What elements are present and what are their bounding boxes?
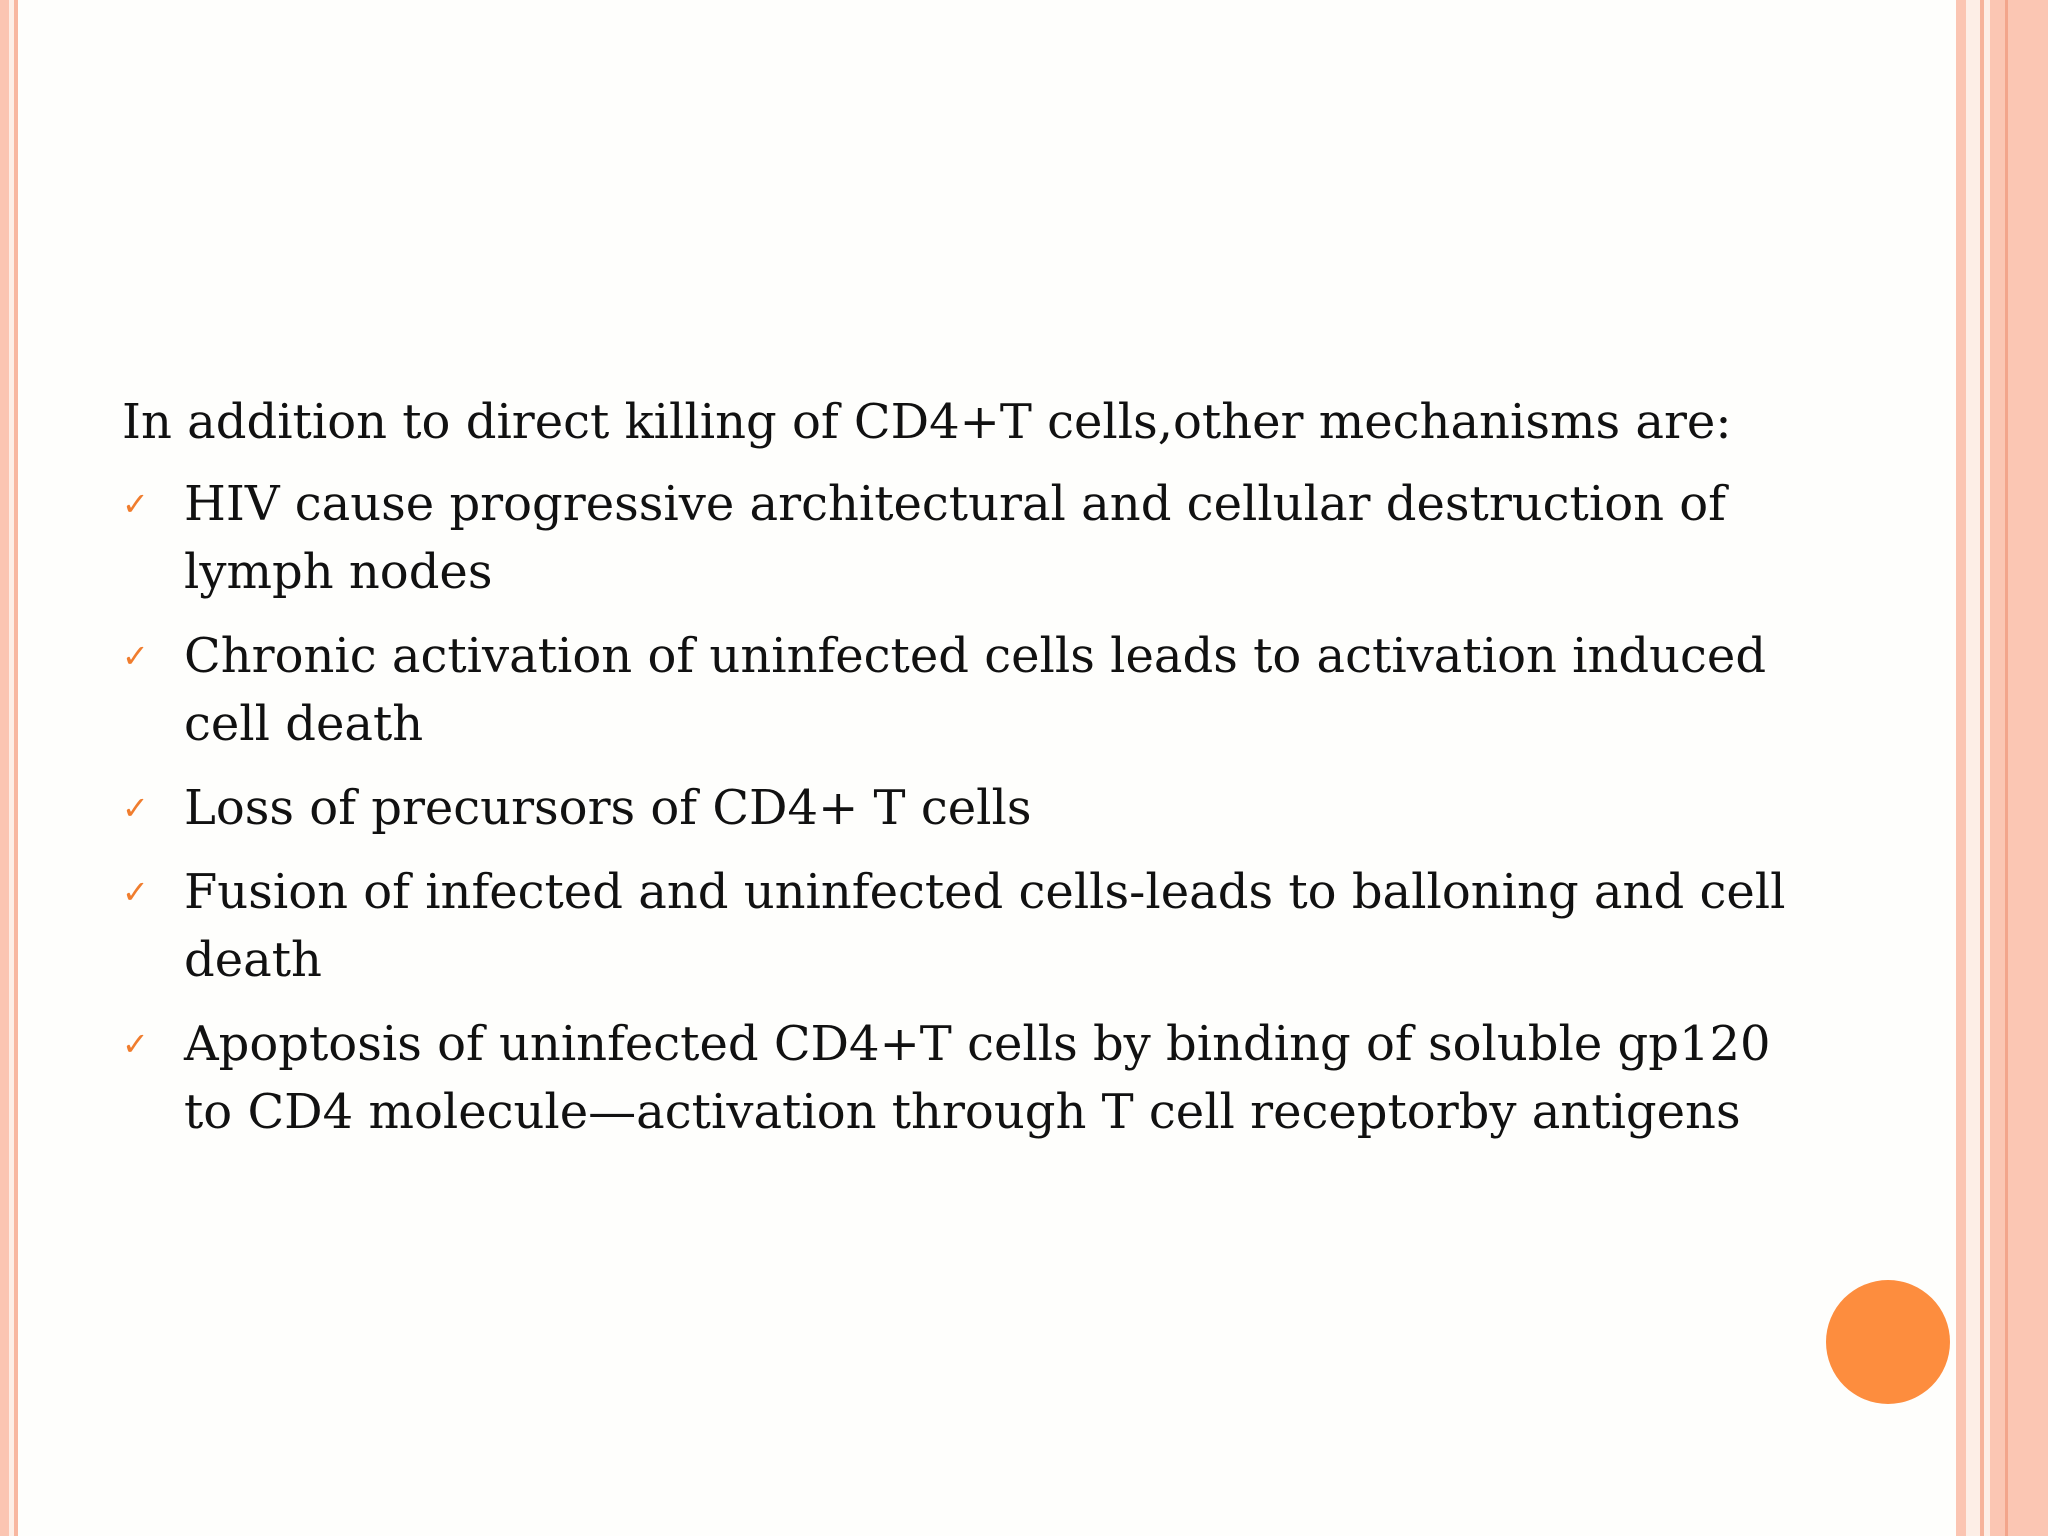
- left-border-thick: [0, 0, 9, 1536]
- check-icon: ✓: [122, 485, 149, 523]
- left-border-thin: [14, 0, 18, 1536]
- bullet-list: [122, 470, 1822, 1146]
- bullet-item: [122, 470, 1822, 606]
- check-icon: ✓: [122, 873, 149, 911]
- check-icon: ✓: [122, 789, 149, 827]
- bullet-text: Chronic activation of uninfected cells leads to activation induced cell death: [184, 628, 1767, 752]
- right-border-line: [1990, 0, 2048, 1536]
- right-border-line: [2005, 0, 2008, 1536]
- right-border-line: [1956, 0, 1966, 1536]
- check-icon: ✓: [122, 1025, 149, 1063]
- bullet-text: Apoptosis of uninfected CD4+T cells by binding of soluble gp120 to CD4 molecule—activation through T cell receptorby antigens: [184, 1016, 1771, 1140]
- bullet-text: HIV cause progressive architectural and cellular destruction of lymph nodes: [184, 476, 1726, 600]
- check-icon: ✓: [122, 637, 149, 675]
- intro-text: In addition to direct killing of CD4+T cells,other mechanisms are:: [122, 394, 1732, 450]
- bullet-text: Fusion of infected and uninfected cells-leads to balloning and cell death: [184, 864, 1786, 988]
- orange-circle-decoration: [1826, 1280, 1950, 1404]
- bullet-item: [122, 622, 1822, 758]
- bullet-item: [122, 858, 1822, 994]
- bullet-text: Loss of precursors of CD4+ T cells: [184, 780, 1032, 836]
- bullet-item: [122, 774, 1822, 842]
- right-border-line: [1980, 0, 1984, 1536]
- bullet-item: [122, 1010, 1822, 1146]
- slide-body: [122, 388, 1822, 1162]
